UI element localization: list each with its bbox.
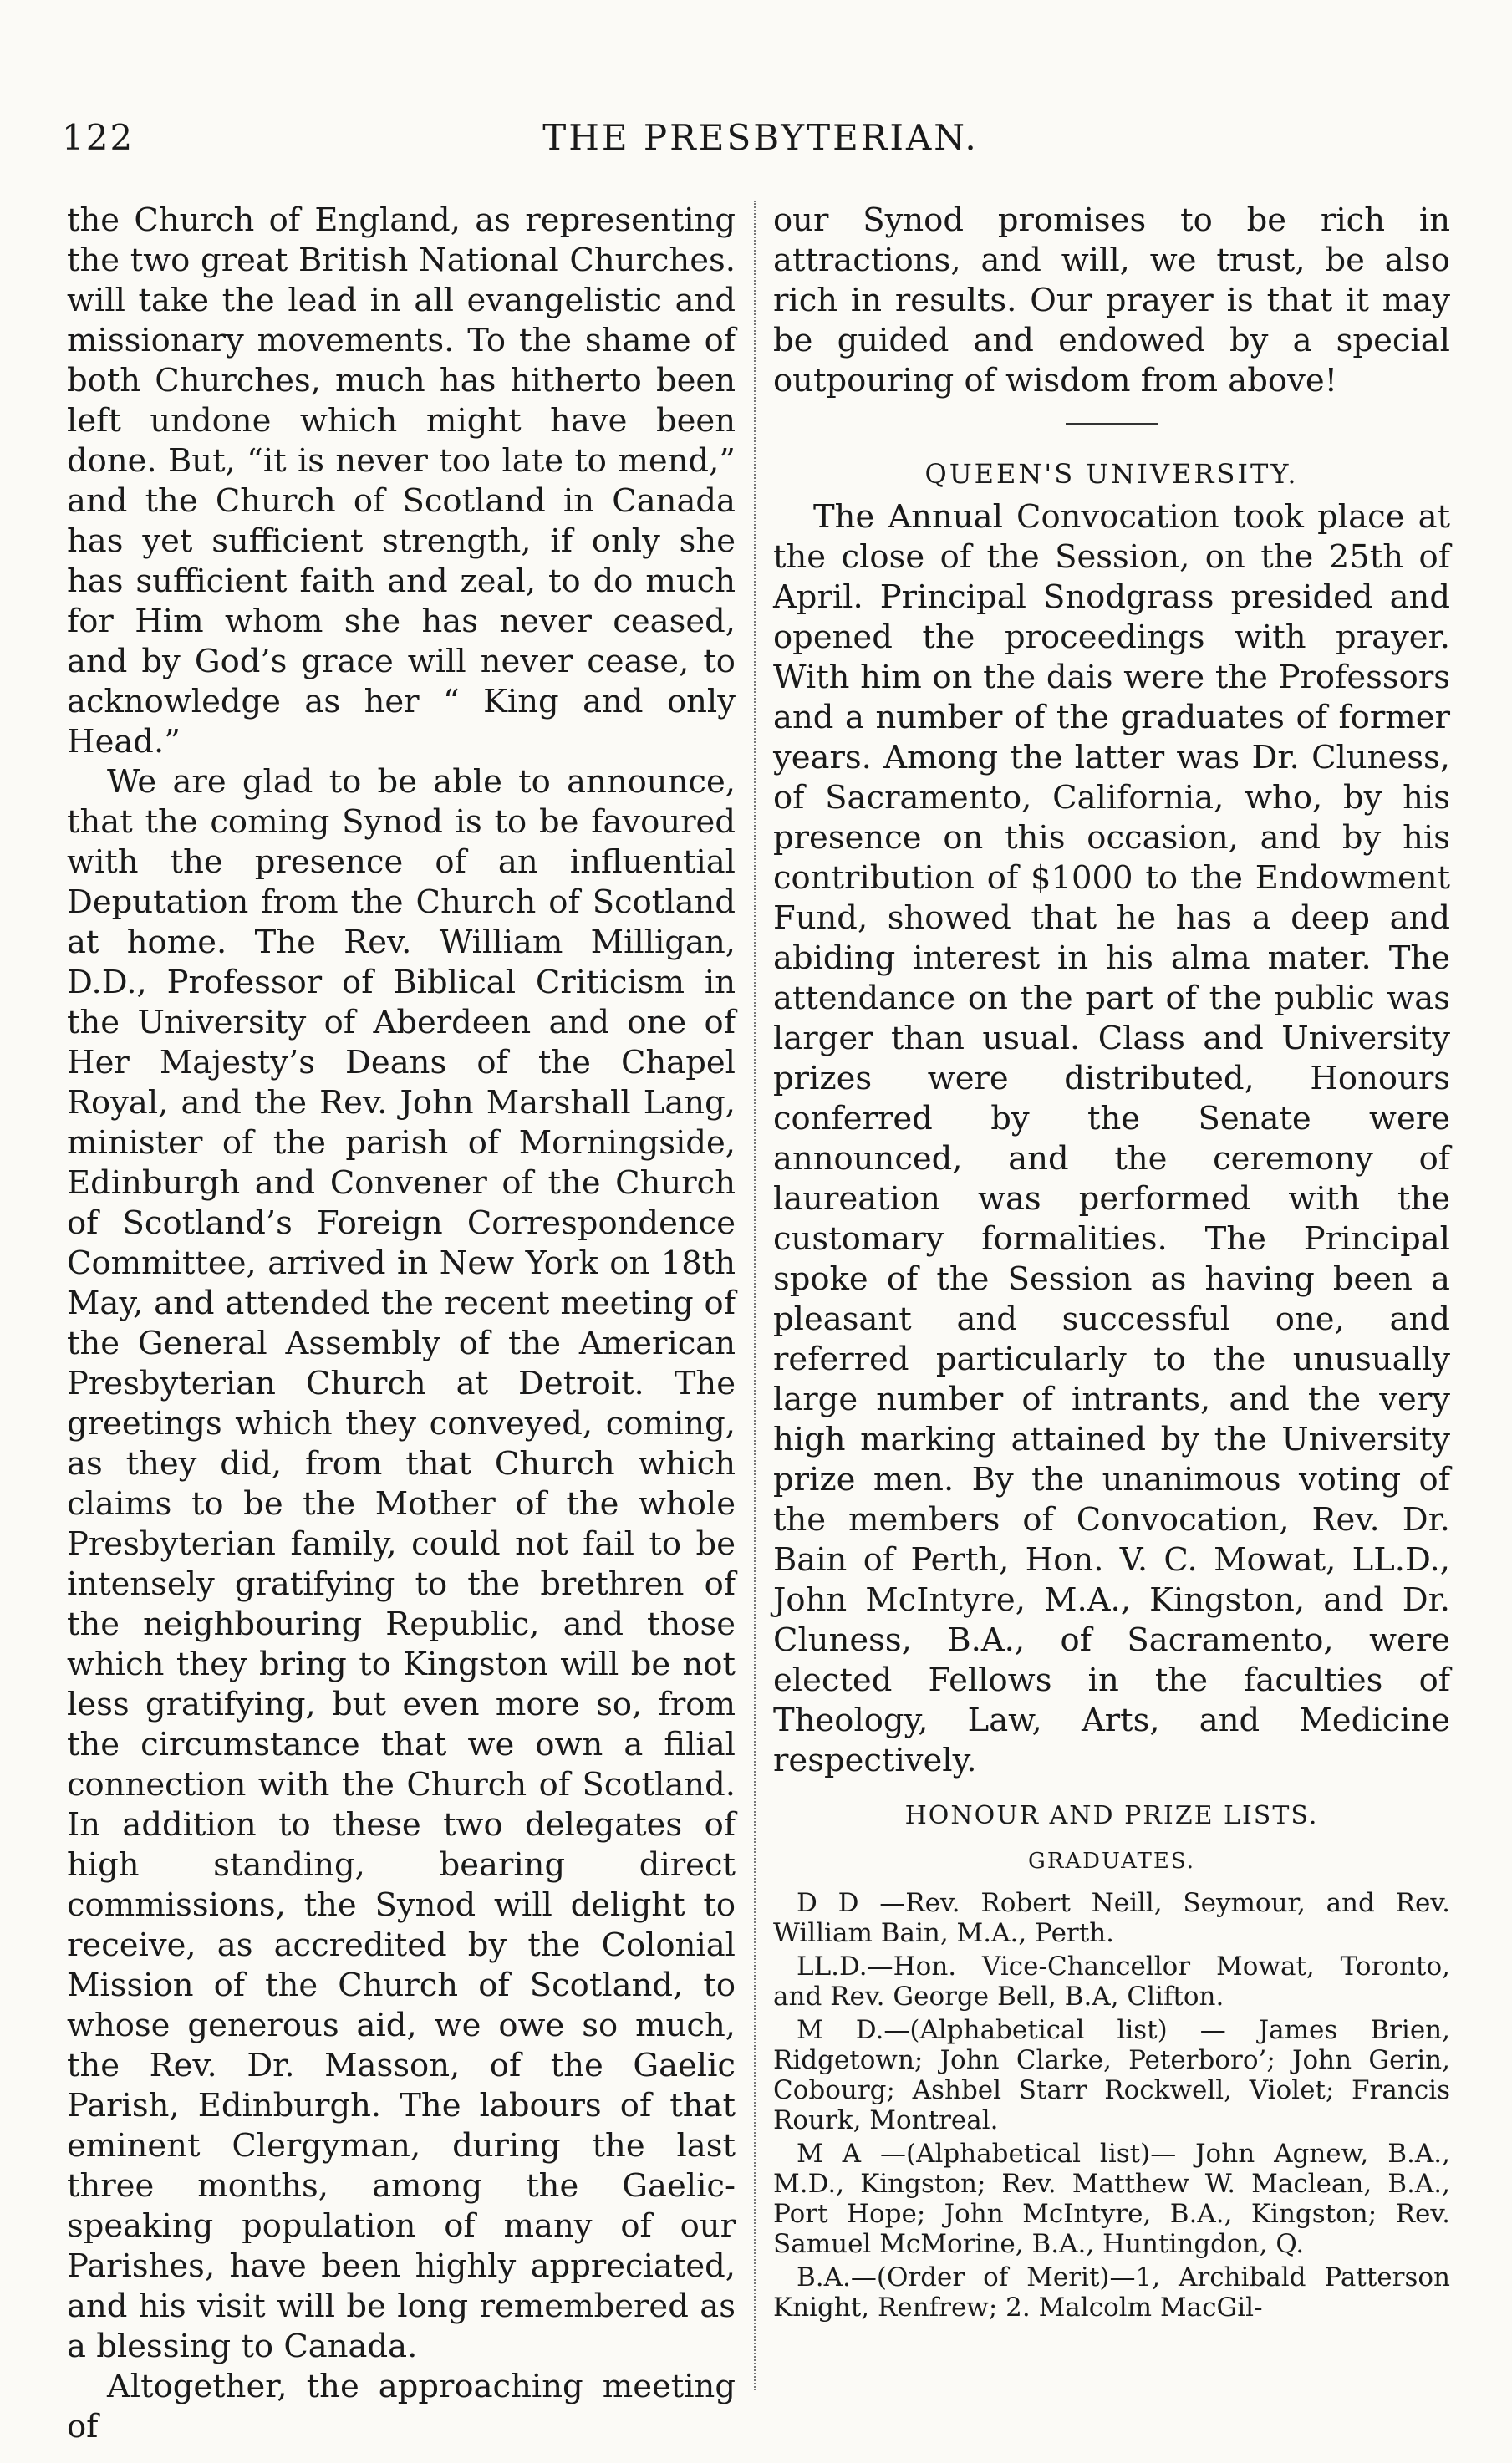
section-separator	[1066, 423, 1158, 425]
list-item: D D —Rev. Robert Neill, Seymour, and Rev. William Bain, M.A., Perth.	[773, 1888, 1450, 1948]
convocation-paragraph: The Annual Convocation took place at the close of the Session, on the 25th of April. Principal Snodgrass presided and opened the proceedings with prayer. With him on the dais were the Professors and a number of the graduates of former years. Among the latter was Dr. Cluness, of Sacramento, California, who, by his presence on this occasion, and by his contribution of $1000 to the Endowment Fund, showed that he has a deep and abiding interest in his alma mater. The attendance on the part of the public was larger than usual. Class and University prizes were distributed, Honours conferred by the Senate were announced, and the ceremony of laureation was performed with the customary formalities. The Principal spoke of the Session as having been a pleasant and successful one, and referred particularly to the unusually large number of intrants, and the very high marking attained by the University prize men. By the unanimous voting of the members of Convocation, Rev. Dr. Bain of Perth, Hon. V. C. Mowat, LL.D., John McIntyre, M.A., Kingston, and Dr. Cluness, B.A., of Sacramento, were elected Fellows in the faculties of Theology, Law, Arts, and Medicine respectively.	[773, 498, 1450, 1779]
graduates-list	[773, 1888, 1450, 2323]
section-heading-queens-university: QUEEN'S UNIVERSITY.	[924, 458, 1299, 490]
page-header	[50, 117, 1471, 176]
left-paragraph-2: We are glad to be able to announce, that the coming Synod is to be favoured with the presence of an influential Deputation from the Church of Scotland at home. The Rev. William Milligan, D.D., Professor of Biblical Criticism in the University of Aberdeen and one of Her Majesty’s Deans of the Chapel Royal, and the Rev. John Marshall Lang, minister of the parish of Morningside, Edinburgh and Convener of the Church of Scotland’s Foreign Correspondence Committee, arrived in New York on 18th May, and attended the recent meeting of the General Assembly of the American Presbyterian Church at Detroit. The greetings which they conveyed, coming, as they did, from that Church which claims to be the Mother of the whole Presbyterian family, could not fail to be intensely gratifying to the brethren of the neighbouring Republic, and those which they bring to Kingston will be not less gratifying, but even more so, from the circumstance that we own a filial connection with the Church of Scotland. In addition to these two delegates of high standing, bearing direct commissions, the Synod will delight to receive, as accredited by the Colonial Mission of the Church of Scotland, to whose generous aid, we owe so much, the Rev. Dr. Masson, of the Gaelic Parish, Edinburgh. The labours of that eminent Clergyman, during the last three months, among the Gaelic-speaking population of many of our Parishes, have been highly appreciated, and his visit will be long remembered as a blessing to Canada.	[67, 763, 736, 2365]
page-number: 122	[62, 117, 135, 158]
column-divider	[754, 201, 756, 2390]
right-column	[773, 201, 1450, 2390]
list-item: B.A.—(Order of Merit)—1, Archibald Patterson Knight, Renfrew; 2. Malcolm MacGil-	[773, 2262, 1450, 2323]
right-continuation-paragraph: our Synod promises to be rich in attractions, and will, we trust, be also rich in results. Our prayer is that it may be guided and endowed by a special outpouring of wisdom from above!	[773, 201, 1450, 399]
left-paragraph-1: the Church of England, as representing the two great British National Churches. will take the lead in all evangelistic and missionary movements. To the shame of both Churches, much has hitherto been left undone which might have been done. But, “it is never too late to mend,” and the Church of Scotland in Canada has yet sufficient strength, if only she has sufficient faith and zeal, to do much for Him whom she has never ceased, and by God’s grace will never cease, to acknowledge as her “ King and only Head.”	[67, 201, 736, 761]
list-item: LL.D.—Hon. Vice-Chancellor Mowat, Toronto, and Rev. George Bell, B.A, Clifton.	[773, 1952, 1450, 2012]
running-title: THE PRESBYTERIAN.	[542, 117, 979, 158]
left-column	[67, 201, 736, 2445]
left-paragraph-3: Altogether, the approaching meeting of	[67, 2368, 736, 2445]
graduates-heading: GRADUATES.	[1028, 1849, 1195, 1874]
honours-heading: HONOUR AND PRIZE LISTS.	[904, 1801, 1319, 1830]
list-item: M D.—(Alphabetical list) — James Brien, Ridgetown; John Clarke, Peterboro’; John Gerin, Cobourg; Ashbel Starr Rockwell, Violet; Francis Rourk, Montreal.	[773, 2015, 1450, 2135]
list-item: M A —(Alphabetical list)— John Agnew, B.A., M.D., Kingston; Rev. Matthew W. Maclean, B.A., Port Hope; John McIntyre, B.A., Kingston; Rev. Samuel McMorine, B.A., Huntingdon, Q.	[773, 2139, 1450, 2259]
